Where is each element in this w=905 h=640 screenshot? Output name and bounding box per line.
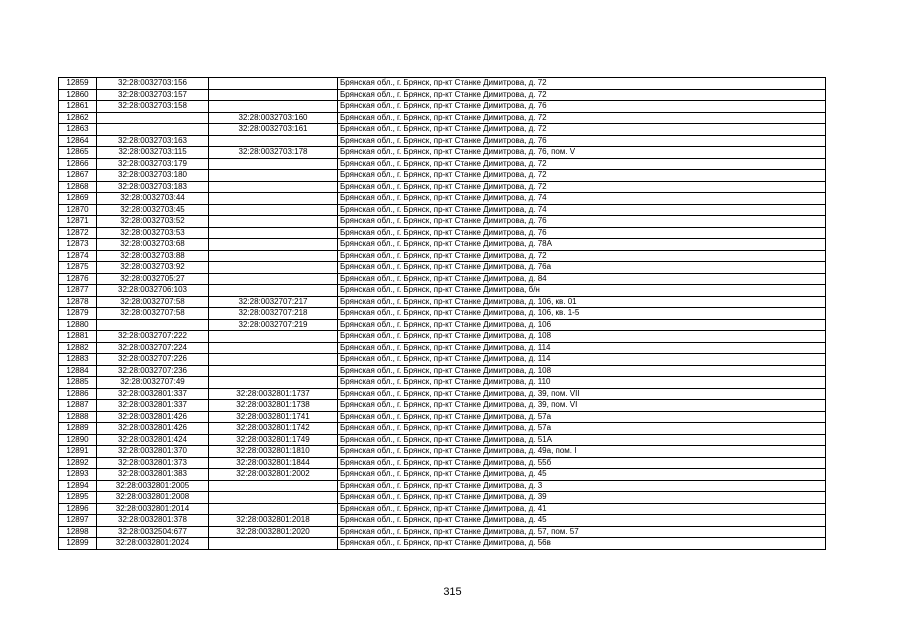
table-row — [59, 216, 826, 228]
table-row — [59, 354, 826, 366]
registry-table — [58, 77, 826, 550]
cadastral-number-cell — [97, 319, 209, 331]
address-cell: Брянская обл., г. Брянск, пр-кт Станке Димитрова, д. 110 — [338, 377, 826, 389]
row-number-cell: 12885 — [59, 377, 97, 389]
table-row — [59, 250, 826, 262]
related-cadastral-number-cell: 32:28:0032801:1749 — [209, 434, 338, 446]
address-cell: Брянская обл., г. Брянск, пр-кт Станке Димитрова, д. 45 — [338, 515, 826, 527]
cadastral-number-cell: 32:28:0032801:337 — [97, 400, 209, 412]
address-cell: Брянская обл., г. Брянск, пр-кт Станке Димитрова, д. 72 — [338, 124, 826, 136]
address-cell: Брянская обл., г. Брянск, пр-кт Станке Димитрова, д. 74 — [338, 204, 826, 216]
table-row — [59, 469, 826, 481]
table-row — [59, 158, 826, 170]
cadastral-number-cell: 32:28:0032703:45 — [97, 204, 209, 216]
related-cadastral-number-cell — [209, 492, 338, 504]
table-row — [59, 388, 826, 400]
cadastral-number-cell: 32:28:0032707:49 — [97, 377, 209, 389]
cadastral-number-cell: 32:28:0032703:163 — [97, 135, 209, 147]
related-cadastral-number-cell: 32:28:0032801:1738 — [209, 400, 338, 412]
address-cell: Брянская обл., г. Брянск, пр-кт Станке Димитрова, д. 72 — [338, 158, 826, 170]
row-number-cell: 12875 — [59, 262, 97, 274]
address-cell: Брянская обл., г. Брянск, пр-кт Станке Димитрова, д. 56в — [338, 538, 826, 550]
cadastral-number-cell: 32:28:0032707:226 — [97, 354, 209, 366]
address-cell: Брянская обл., г. Брянск, пр-кт Станке Димитрова, д. 78А — [338, 239, 826, 251]
related-cadastral-number-cell — [209, 480, 338, 492]
row-number-cell: 12865 — [59, 147, 97, 159]
related-cadastral-number-cell — [209, 331, 338, 343]
related-cadastral-number-cell: 32:28:0032801:2020 — [209, 526, 338, 538]
related-cadastral-number-cell: 32:28:0032801:1810 — [209, 446, 338, 458]
row-number-cell: 12872 — [59, 227, 97, 239]
related-cadastral-number-cell: 32:28:0032801:1737 — [209, 388, 338, 400]
table-row — [59, 78, 826, 90]
table-row — [59, 411, 826, 423]
table-row — [59, 124, 826, 136]
cadastral-number-cell: 32:28:0032706:103 — [97, 285, 209, 297]
related-cadastral-number-cell — [209, 538, 338, 550]
table-row — [59, 503, 826, 515]
related-cadastral-number-cell — [209, 262, 338, 274]
cadastral-number-cell: 32:28:0032707:224 — [97, 342, 209, 354]
cadastral-number-cell: 32:28:0032801:2008 — [97, 492, 209, 504]
address-cell: Брянская обл., г. Брянск, пр-кт Станке Димитрова, д. 76 — [338, 135, 826, 147]
row-number-cell: 12867 — [59, 170, 97, 182]
row-number-cell: 12889 — [59, 423, 97, 435]
cadastral-number-cell: 32:28:0032705:27 — [97, 273, 209, 285]
related-cadastral-number-cell: 32:28:0032801:2018 — [209, 515, 338, 527]
page-number: 315 — [443, 586, 462, 598]
row-number-cell: 12868 — [59, 181, 97, 193]
related-cadastral-number-cell: 32:28:0032801:1844 — [209, 457, 338, 469]
table-row — [59, 319, 826, 331]
table-row — [59, 273, 826, 285]
related-cadastral-number-cell: 32:28:0032703:178 — [209, 147, 338, 159]
table-row — [59, 446, 826, 458]
row-number-cell: 12884 — [59, 365, 97, 377]
cadastral-number-cell — [97, 112, 209, 124]
address-cell: Брянская обл., г. Брянск, пр-кт Станке Димитрова, д. 76 — [338, 216, 826, 228]
address-cell: Брянская обл., г. Брянск, пр-кт Станке Димитрова, д. 106, кв. 01 — [338, 296, 826, 308]
table-row — [59, 296, 826, 308]
address-cell: Брянская обл., г. Брянск, пр-кт Станке Димитрова, д. 49а, пом. I — [338, 446, 826, 458]
cadastral-number-cell: 32:28:0032703:156 — [97, 78, 209, 90]
address-cell: Брянская обл., г. Брянск, пр-кт Станке Димитрова, д. 45 — [338, 469, 826, 481]
row-number-cell: 12883 — [59, 354, 97, 366]
related-cadastral-number-cell — [209, 158, 338, 170]
cadastral-number-cell: 32:28:0032703:92 — [97, 262, 209, 274]
row-number-cell: 12880 — [59, 319, 97, 331]
address-cell: Брянская обл., г. Брянск, пр-кт Станке Димитрова, д. 106 — [338, 319, 826, 331]
related-cadastral-number-cell — [209, 285, 338, 297]
row-number-cell: 12881 — [59, 331, 97, 343]
table-row — [59, 492, 826, 504]
row-number-cell: 12897 — [59, 515, 97, 527]
address-cell: Брянская обл., г. Брянск, пр-кт Станке Димитрова, д. 39 — [338, 492, 826, 504]
cadastral-number-cell: 32:28:0032703:158 — [97, 101, 209, 113]
cadastral-number-cell: 32:28:0032801:2005 — [97, 480, 209, 492]
row-number-cell: 12890 — [59, 434, 97, 446]
address-cell: Брянская обл., г. Брянск, пр-кт Станке Димитрова, д. 76 — [338, 227, 826, 239]
address-cell: Брянская обл., г. Брянск, пр-кт Станке Димитрова, д. 72 — [338, 112, 826, 124]
related-cadastral-number-cell — [209, 354, 338, 366]
table-row — [59, 331, 826, 343]
cadastral-number-cell: 32:28:0032703:115 — [97, 147, 209, 159]
related-cadastral-number-cell: 32:28:0032703:160 — [209, 112, 338, 124]
address-cell: Брянская обл., г. Брянск, пр-кт Станке Димитрова, д. 72 — [338, 250, 826, 262]
table-row — [59, 135, 826, 147]
related-cadastral-number-cell — [209, 365, 338, 377]
row-number-cell: 12864 — [59, 135, 97, 147]
related-cadastral-number-cell — [209, 239, 338, 251]
related-cadastral-number-cell — [209, 342, 338, 354]
related-cadastral-number-cell — [209, 250, 338, 262]
cadastral-number-cell: 32:28:0032703:180 — [97, 170, 209, 182]
related-cadastral-number-cell — [209, 204, 338, 216]
cadastral-number-cell: 32:28:0032707:58 — [97, 308, 209, 320]
table-row — [59, 193, 826, 205]
table-row — [59, 400, 826, 412]
row-number-cell: 12860 — [59, 89, 97, 101]
cadastral-number-cell: 32:28:0032801:424 — [97, 434, 209, 446]
related-cadastral-number-cell — [209, 273, 338, 285]
table-row — [59, 342, 826, 354]
cadastral-number-cell: 32:28:0032703:157 — [97, 89, 209, 101]
address-cell: Брянская обл., г. Брянск, пр-кт Станке Димитрова, д. 39, пом. VII — [338, 388, 826, 400]
cadastral-number-cell: 32:28:0032801:426 — [97, 423, 209, 435]
related-cadastral-number-cell — [209, 377, 338, 389]
related-cadastral-number-cell: 32:28:0032707:219 — [209, 319, 338, 331]
address-cell: Брянская обл., г. Брянск, пр-кт Станке Димитрова, д. 72 — [338, 89, 826, 101]
address-cell: Брянская обл., г. Брянск, пр-кт Станке Димитрова, д. 57а — [338, 423, 826, 435]
related-cadastral-number-cell — [209, 216, 338, 228]
table-row — [59, 308, 826, 320]
cadastral-number-cell: 32:28:0032707:222 — [97, 331, 209, 343]
related-cadastral-number-cell: 32:28:0032707:218 — [209, 308, 338, 320]
cadastral-number-cell: 32:28:0032801:426 — [97, 411, 209, 423]
row-number-cell: 12869 — [59, 193, 97, 205]
cadastral-number-cell — [97, 124, 209, 136]
address-cell: Брянская обл., г. Брянск, пр-кт Станке Димитрова, д. 108 — [338, 331, 826, 343]
related-cadastral-number-cell: 32:28:0032801:1742 — [209, 423, 338, 435]
table-row — [59, 526, 826, 538]
table-row — [59, 434, 826, 446]
cadastral-number-cell: 32:28:0032703:53 — [97, 227, 209, 239]
row-number-cell: 12894 — [59, 480, 97, 492]
related-cadastral-number-cell — [209, 181, 338, 193]
address-cell: Брянская обл., г. Брянск, пр-кт Станке Димитрова, д. 76 — [338, 101, 826, 113]
related-cadastral-number-cell: 32:28:0032801:2002 — [209, 469, 338, 481]
address-cell: Брянская обл., г. Брянск, пр-кт Станке Димитрова, д. 3 — [338, 480, 826, 492]
table-row — [59, 89, 826, 101]
row-number-cell: 12886 — [59, 388, 97, 400]
row-number-cell: 12896 — [59, 503, 97, 515]
cadastral-number-cell: 32:28:0032801:370 — [97, 446, 209, 458]
related-cadastral-number-cell — [209, 193, 338, 205]
cadastral-number-cell: 32:28:0032703:44 — [97, 193, 209, 205]
address-cell: Брянская обл., г. Брянск, пр-кт Станке Димитрова, д. 57, пом. 57 — [338, 526, 826, 538]
address-cell: Брянская обл., г. Брянск, пр-кт Станке Димитрова, д. 55б — [338, 457, 826, 469]
table-row — [59, 538, 826, 550]
address-cell: Брянская обл., г. Брянск, пр-кт Станке Димитрова, д. 76, пом. V — [338, 147, 826, 159]
table-row — [59, 423, 826, 435]
table-row — [59, 515, 826, 527]
address-cell: Брянская обл., г. Брянск, пр-кт Станке Димитрова, д. 76а — [338, 262, 826, 274]
table-row — [59, 262, 826, 274]
cadastral-number-cell: 32:28:0032801:337 — [97, 388, 209, 400]
row-number-cell: 12861 — [59, 101, 97, 113]
row-number-cell: 12874 — [59, 250, 97, 262]
table-row — [59, 457, 826, 469]
address-cell: Брянская обл., г. Брянск, пр-кт Станке Димитрова, д. 114 — [338, 342, 826, 354]
row-number-cell: 12898 — [59, 526, 97, 538]
cadastral-number-cell: 32:28:0032703:52 — [97, 216, 209, 228]
row-number-cell: 12887 — [59, 400, 97, 412]
cadastral-number-cell: 32:28:0032801:2024 — [97, 538, 209, 550]
related-cadastral-number-cell: 32:28:0032801:1741 — [209, 411, 338, 423]
table-row — [59, 239, 826, 251]
table-row — [59, 147, 826, 159]
row-number-cell: 12895 — [59, 492, 97, 504]
row-number-cell: 12876 — [59, 273, 97, 285]
address-cell: Брянская обл., г. Брянск, пр-кт Станке Димитрова, д. 74 — [338, 193, 826, 205]
table-row — [59, 204, 826, 216]
address-cell: Брянская обл., г. Брянск, пр-кт Станке Димитрова, д. 72 — [338, 170, 826, 182]
cadastral-number-cell: 32:28:0032801:2014 — [97, 503, 209, 515]
related-cadastral-number-cell — [209, 135, 338, 147]
cadastral-number-cell: 32:28:0032801:383 — [97, 469, 209, 481]
row-number-cell: 12899 — [59, 538, 97, 550]
cadastral-number-cell: 32:28:0032703:88 — [97, 250, 209, 262]
cadastral-number-cell: 32:28:0032707:236 — [97, 365, 209, 377]
related-cadastral-number-cell — [209, 503, 338, 515]
cadastral-number-cell: 32:28:0032703:179 — [97, 158, 209, 170]
table-row — [59, 101, 826, 113]
address-cell: Брянская обл., г. Брянск, пр-кт Станке Димитрова, д. 72 — [338, 181, 826, 193]
address-cell: Брянская обл., г. Брянск, пр-кт Станке Димитрова, д. 108 — [338, 365, 826, 377]
related-cadastral-number-cell — [209, 101, 338, 113]
address-cell: Брянская обл., г. Брянск, пр-кт Станке Димитрова, д. 39, пом. VI — [338, 400, 826, 412]
related-cadastral-number-cell — [209, 89, 338, 101]
address-cell: Брянская обл., г. Брянск, пр-кт Станке Димитрова, д. 57а — [338, 411, 826, 423]
row-number-cell: 12888 — [59, 411, 97, 423]
cadastral-number-cell: 32:28:0032703:183 — [97, 181, 209, 193]
address-cell: Брянская обл., г. Брянск, пр-кт Станке Димитрова, д. 72 — [338, 78, 826, 90]
row-number-cell: 12892 — [59, 457, 97, 469]
cadastral-number-cell: 32:28:0032707:58 — [97, 296, 209, 308]
row-number-cell: 12882 — [59, 342, 97, 354]
table-row — [59, 377, 826, 389]
address-cell: Брянская обл., г. Брянск, пр-кт Станке Димитрова, д. 51А — [338, 434, 826, 446]
row-number-cell: 12877 — [59, 285, 97, 297]
row-number-cell: 12871 — [59, 216, 97, 228]
address-cell: Брянская обл., г. Брянск, пр-кт Станке Димитрова, б/н — [338, 285, 826, 297]
related-cadastral-number-cell — [209, 227, 338, 239]
row-number-cell: 12879 — [59, 308, 97, 320]
address-cell: Брянская обл., г. Брянск, пр-кт Станке Димитрова, д. 114 — [338, 354, 826, 366]
row-number-cell: 12893 — [59, 469, 97, 481]
related-cadastral-number-cell: 32:28:0032703:161 — [209, 124, 338, 136]
cadastral-number-cell: 32:28:0032801:373 — [97, 457, 209, 469]
table-row — [59, 170, 826, 182]
address-cell: Брянская обл., г. Брянск, пр-кт Станке Димитрова, д. 84 — [338, 273, 826, 285]
row-number-cell: 12863 — [59, 124, 97, 136]
table-row — [59, 227, 826, 239]
table-row — [59, 480, 826, 492]
address-cell: Брянская обл., г. Брянск, пр-кт Станке Димитрова, д. 41 — [338, 503, 826, 515]
related-cadastral-number-cell — [209, 170, 338, 182]
table-row — [59, 181, 826, 193]
cadastral-number-cell: 32:28:0032504:677 — [97, 526, 209, 538]
row-number-cell: 12859 — [59, 78, 97, 90]
row-number-cell: 12870 — [59, 204, 97, 216]
related-cadastral-number-cell: 32:28:0032707:217 — [209, 296, 338, 308]
related-cadastral-number-cell — [209, 78, 338, 90]
row-number-cell: 12878 — [59, 296, 97, 308]
row-number-cell: 12862 — [59, 112, 97, 124]
row-number-cell: 12891 — [59, 446, 97, 458]
row-number-cell: 12866 — [59, 158, 97, 170]
registry-table-body — [59, 78, 826, 550]
address-cell: Брянская обл., г. Брянск, пр-кт Станке Димитрова, д. 106, кв. 1-5 — [338, 308, 826, 320]
cadastral-number-cell: 32:28:0032703:68 — [97, 239, 209, 251]
table-row — [59, 285, 826, 297]
table-row — [59, 112, 826, 124]
cadastral-number-cell: 32:28:0032801:378 — [97, 515, 209, 527]
row-number-cell: 12873 — [59, 239, 97, 251]
table-row — [59, 365, 826, 377]
